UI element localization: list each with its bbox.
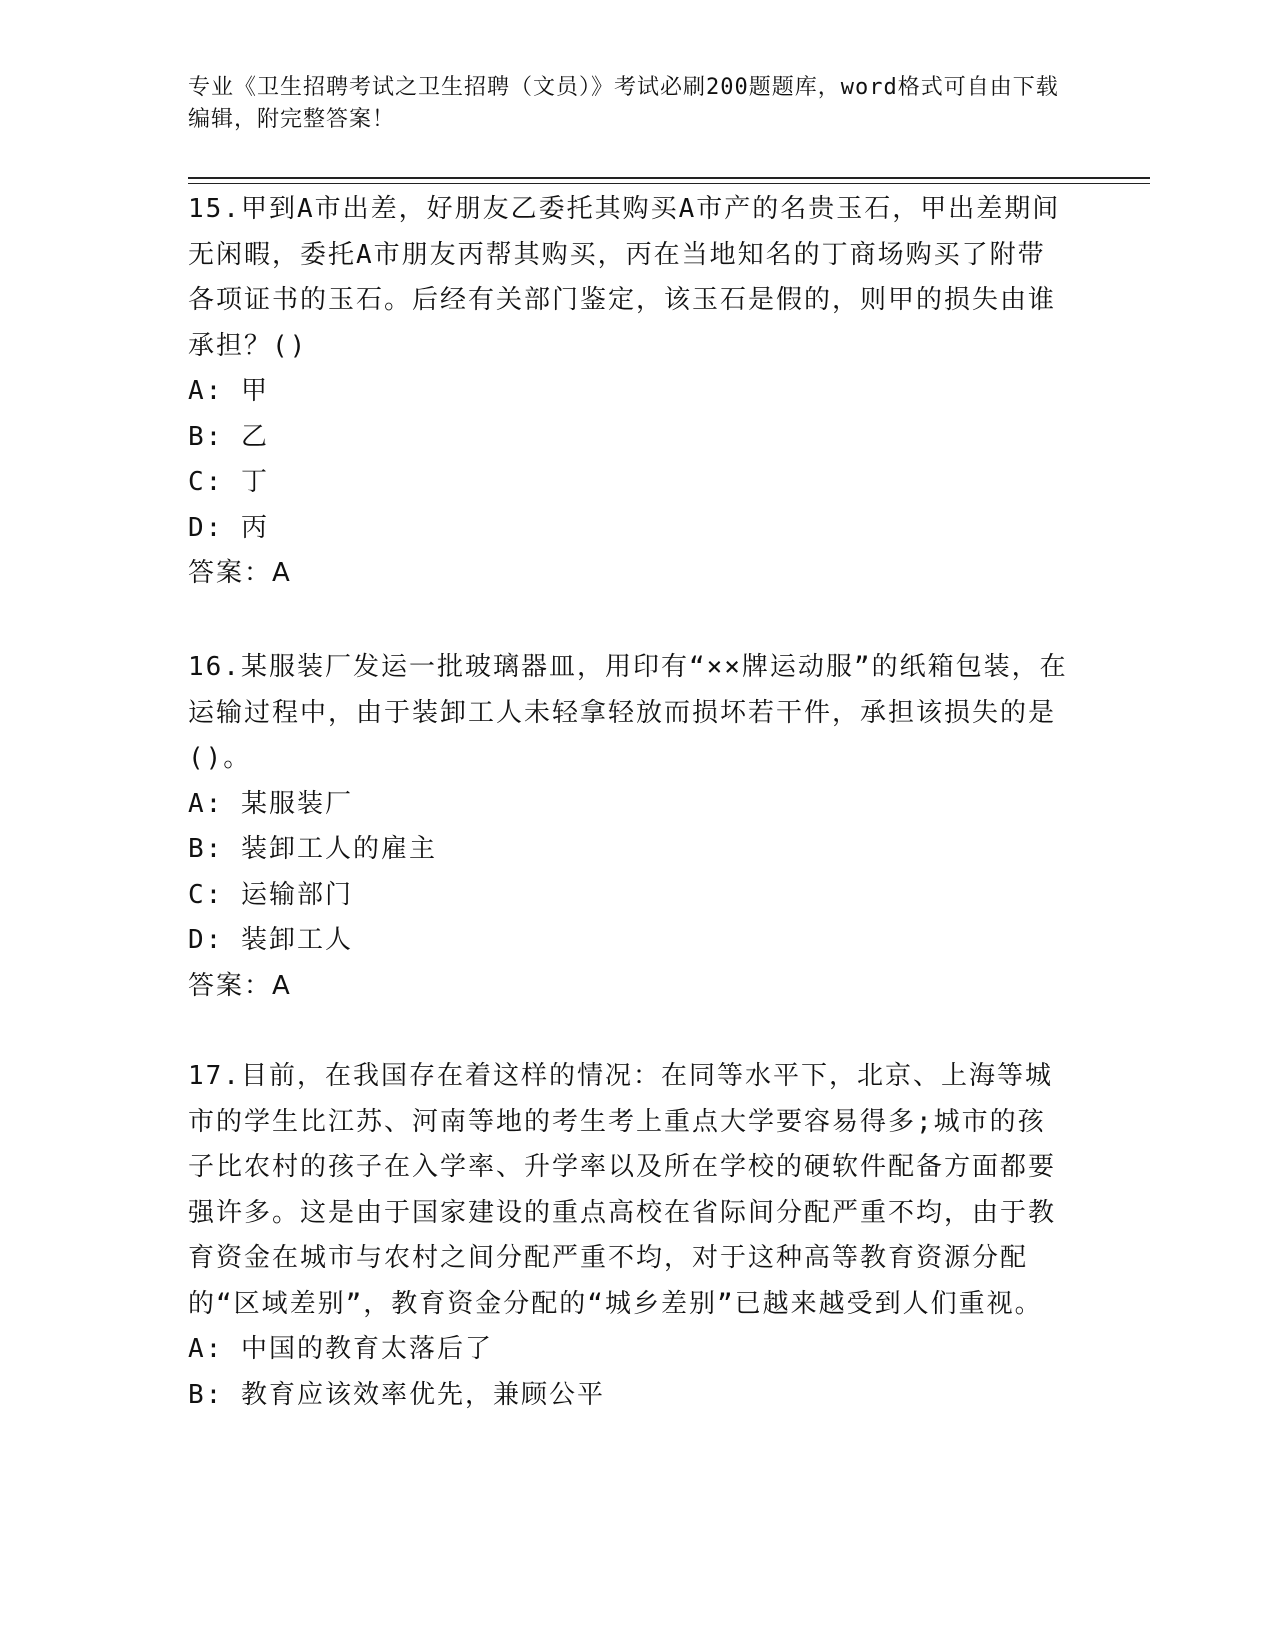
question-15: [188, 187, 1068, 597]
option-b: B: 装卸工人的雇主: [188, 834, 437, 864]
option-c: C: 丁: [188, 467, 269, 497]
option-a: A: 甲: [188, 376, 269, 406]
option-a: A: 某服装厂: [188, 788, 353, 819]
question-stem: 16.某服装厂发运一批玻璃器皿，用印有“××牌运动服”的纸箱包装，在运输过程中，由于装卸工人未轻拿轻放而损坏若干件，承担该损失的是()。: [188, 652, 1068, 773]
question-stem: 15.甲到A市出差，好朋友乙委托其购买A市产的名贵玉石，甲出差期间无闲暇，委托A市朋友丙帮其购买，丙在当地知名的丁商场购买了附带各项证书的玉石。后经有关部门鉴定，该玉石是假的，则甲的损失由谁承担？(): [188, 194, 1061, 361]
option-b: B: 乙: [188, 421, 269, 452]
question-17: [188, 1054, 1068, 1418]
header-rule-thick: [188, 177, 1150, 179]
header-rule-thin: [188, 183, 1150, 184]
document-header: 专业《卫生招聘考试之卫生招聘（文员）》考试必刷200题题库，word格式可自由下载编辑，附完整答案！: [188, 75, 1059, 132]
question-16: [188, 645, 1068, 1009]
option-d: D: 丙: [188, 512, 269, 543]
answer: 答案：A: [188, 970, 292, 1001]
option-b: B: 教育应该效率优先，兼顾公平: [188, 1379, 605, 1410]
question-stem: 17.目前，在我国存在着这样的情况：在同等水平下，北京、上海等城市的学生比江苏、河南等地的考生考上重点大学要容易得多;城市的孩子比农村的孩子在入学率、升学率以及所在学校的硬软件配备方面都要强许多。这是由于国家建设的重点高校在省际间分配严重不均，由于教育资金在城市与农村之间分配严重不均，对于这种高等教育资源分配的“区域差别”，教育资金分配的“城乡差别”已越来越受到人们重视。: [188, 1061, 1057, 1319]
answer: 答案：A: [188, 558, 292, 588]
option-c: C: 运输部门: [188, 879, 353, 910]
option-d: D: 装卸工人: [188, 925, 353, 955]
option-a: A: 中国的教育太落后了: [188, 1334, 493, 1364]
